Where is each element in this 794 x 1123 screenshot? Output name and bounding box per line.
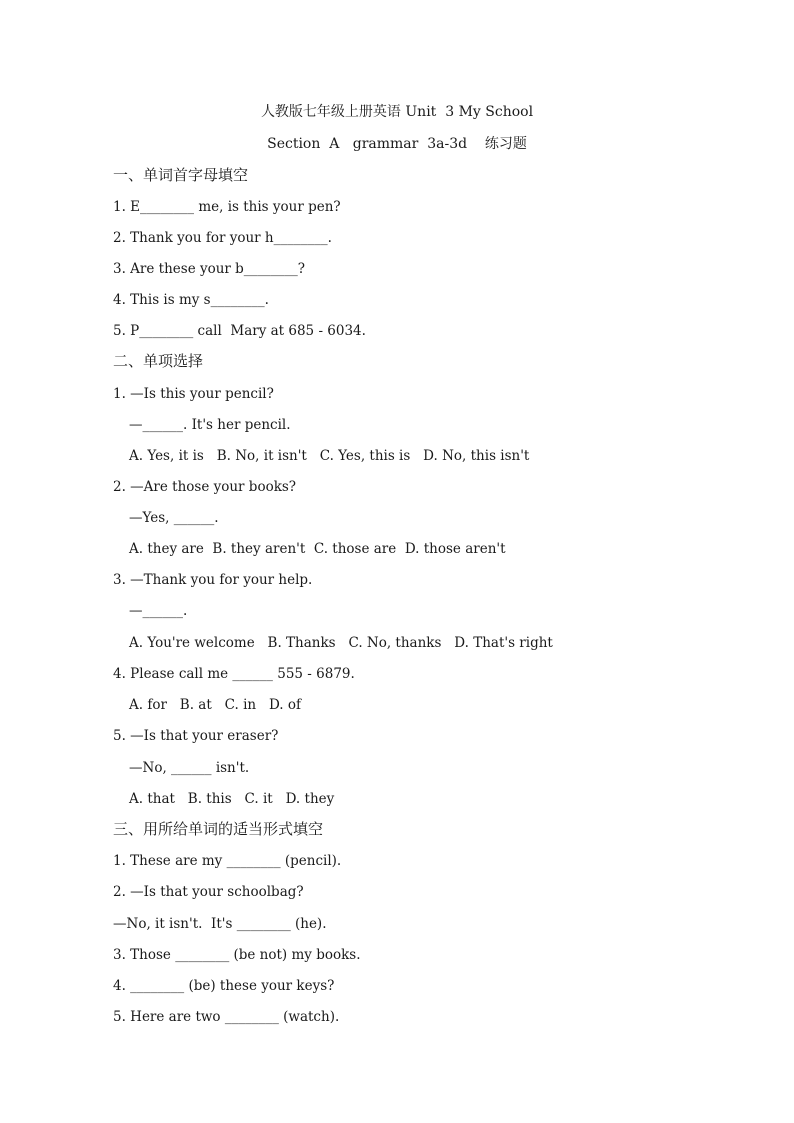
question-line: 4. ________ (be) these your keys? — [113, 978, 335, 994]
document-subtitle: Section A grammar 3a-3d 练习题 — [267, 136, 527, 152]
question-line: 3. Those ________ (be not) my books. — [113, 947, 361, 963]
options-line: A. Yes, it is B. No, it isn't C. Yes, this is D. No, this isn't — [129, 448, 530, 464]
question-line: 1. E________ me, is this your pen? — [113, 199, 341, 215]
question-line: 1. These are my ________ (pencil). — [113, 853, 342, 869]
question-line: 4. This is my s________. — [113, 292, 269, 308]
question-line: 5. P________ call Mary at 685 - 6034. — [113, 323, 366, 339]
question-line: 5. —Is that your eraser? — [113, 728, 279, 744]
answer-line: —No, ______ isn't. — [129, 760, 250, 776]
options-line: A. You're welcome B. Thanks C. No, thanks D. That's right — [129, 635, 553, 651]
question-line: 2. Thank you for your h________. — [113, 230, 332, 246]
answer-line: —Yes, ______. — [129, 510, 219, 526]
section-heading-2: 二、单项选择 — [113, 352, 204, 370]
options-line: A. for B. at C. in D. of — [129, 697, 301, 713]
options-line: A. they are B. they aren't C. those are D. those aren't — [129, 541, 506, 557]
answer-line: —No, it isn't. It's ________ (he). — [113, 916, 327, 932]
answer-line: —______. — [129, 603, 188, 619]
answer-line: —______. It's her pencil. — [129, 417, 291, 433]
question-line: 2. —Is that your schoolbag? — [113, 884, 304, 900]
question-line: 5. Here are two ________ (watch). — [113, 1009, 340, 1025]
question-line: 3. Are these your b________? — [113, 261, 306, 277]
options-line: A. that B. this C. it D. they — [129, 791, 335, 807]
section-heading-1: 一、单词首字母填空 — [113, 166, 249, 184]
question-line: 1. —Is this your pencil? — [113, 386, 274, 402]
question-line: 3. —Thank you for your help. — [113, 572, 313, 588]
question-line: 4. Please call me ______ 555 - 6879. — [113, 666, 355, 682]
document-title: 人教版七年级上册英语 Unit 3 My School — [260, 104, 534, 120]
section-heading-3: 三、用所给单词的适当形式填空 — [113, 820, 324, 838]
question-line: 2. —Are those your books? — [113, 479, 297, 495]
